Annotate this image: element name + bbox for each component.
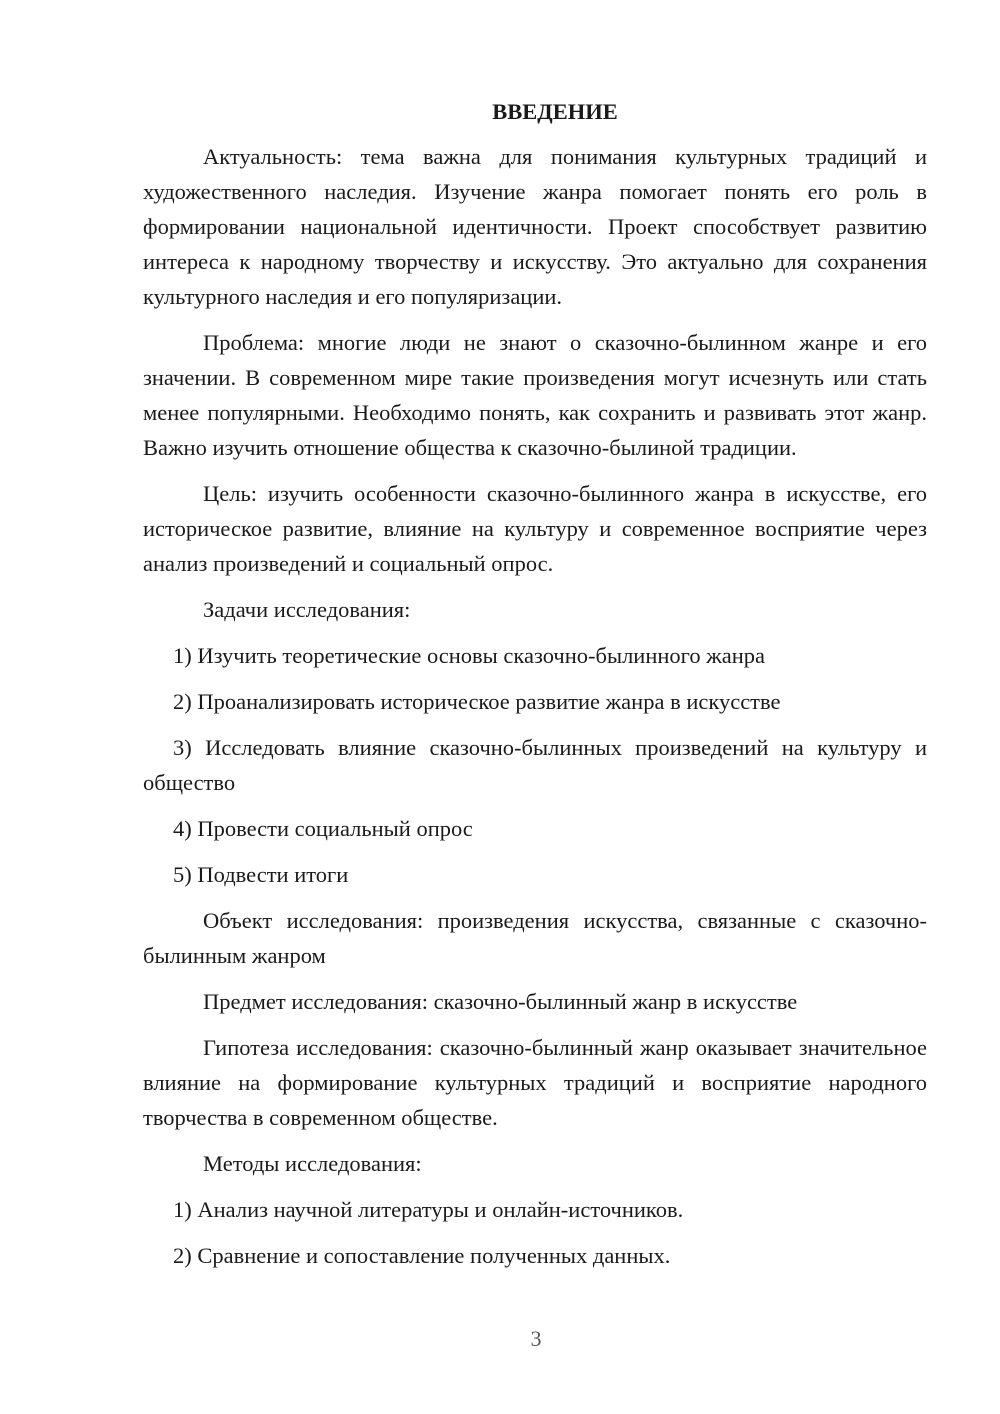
task-item: 3) Исследовать влияние сказочно-былинных произведений на культуру и общество xyxy=(143,735,927,795)
tasks-heading: Задачи исследования: xyxy=(203,597,411,622)
task-item: 4) Провести социальный опрос xyxy=(173,816,473,841)
subject-paragraph: Предмет исследования: сказочно-былинный жанр в искусстве xyxy=(203,989,798,1014)
hypothesis-paragraph: Гипотеза исследования: сказочно-былинный жанр оказывает значительное влияние на формирование культурных традиций и восприятие народного творчества в современном обществе. xyxy=(143,1035,927,1130)
page-number: 3 xyxy=(530,1326,542,1351)
document-page xyxy=(143,94,927,1284)
object-paragraph: Объект исследования: произведения искусства, связанные с сказочно-былинным жанром xyxy=(143,908,927,968)
task-item: 5) Подвести итоги xyxy=(173,862,349,887)
relevance-paragraph: Актуальность: тема важна для понимания культурных традиций и художественного наследия. Изучение жанра помогает понять его роль в формировании национальной идентичности. Проект способствует развитию интереса к народному творчеству и искусству. Это актуально для сохранения культурного наследия и его популяризации. xyxy=(143,144,927,309)
goal-paragraph: Цель: изучить особенности сказочно-былинного жанра в искусстве, его историческое развитие, влияние на культуру и современное восприятие через анализ произведений и социальный опрос. xyxy=(143,481,927,576)
section-title: ВВЕДЕНИЕ xyxy=(492,99,618,124)
task-item: 2) Проанализировать историческое развитие жанра в искусстве xyxy=(173,689,781,714)
task-item: 1) Изучить теоретические основы сказочно-былинного жанра xyxy=(173,643,766,668)
methods-heading: Методы исследования: xyxy=(203,1151,422,1176)
method-item: 2) Сравнение и сопоставление полученных данных. xyxy=(173,1243,671,1268)
problem-paragraph: Проблема: многие люди не знают о сказочно-былинном жанре и его значении. В современном мире такие произведения могут исчезнуть или стать менее популярными. Необходимо понять, как сохранить и развивать этот жанр. Важно изучить отношение общества к сказочно-былиной традиции. xyxy=(143,330,927,460)
method-item: 1) Анализ научной литературы и онлайн-источников. xyxy=(173,1197,684,1222)
